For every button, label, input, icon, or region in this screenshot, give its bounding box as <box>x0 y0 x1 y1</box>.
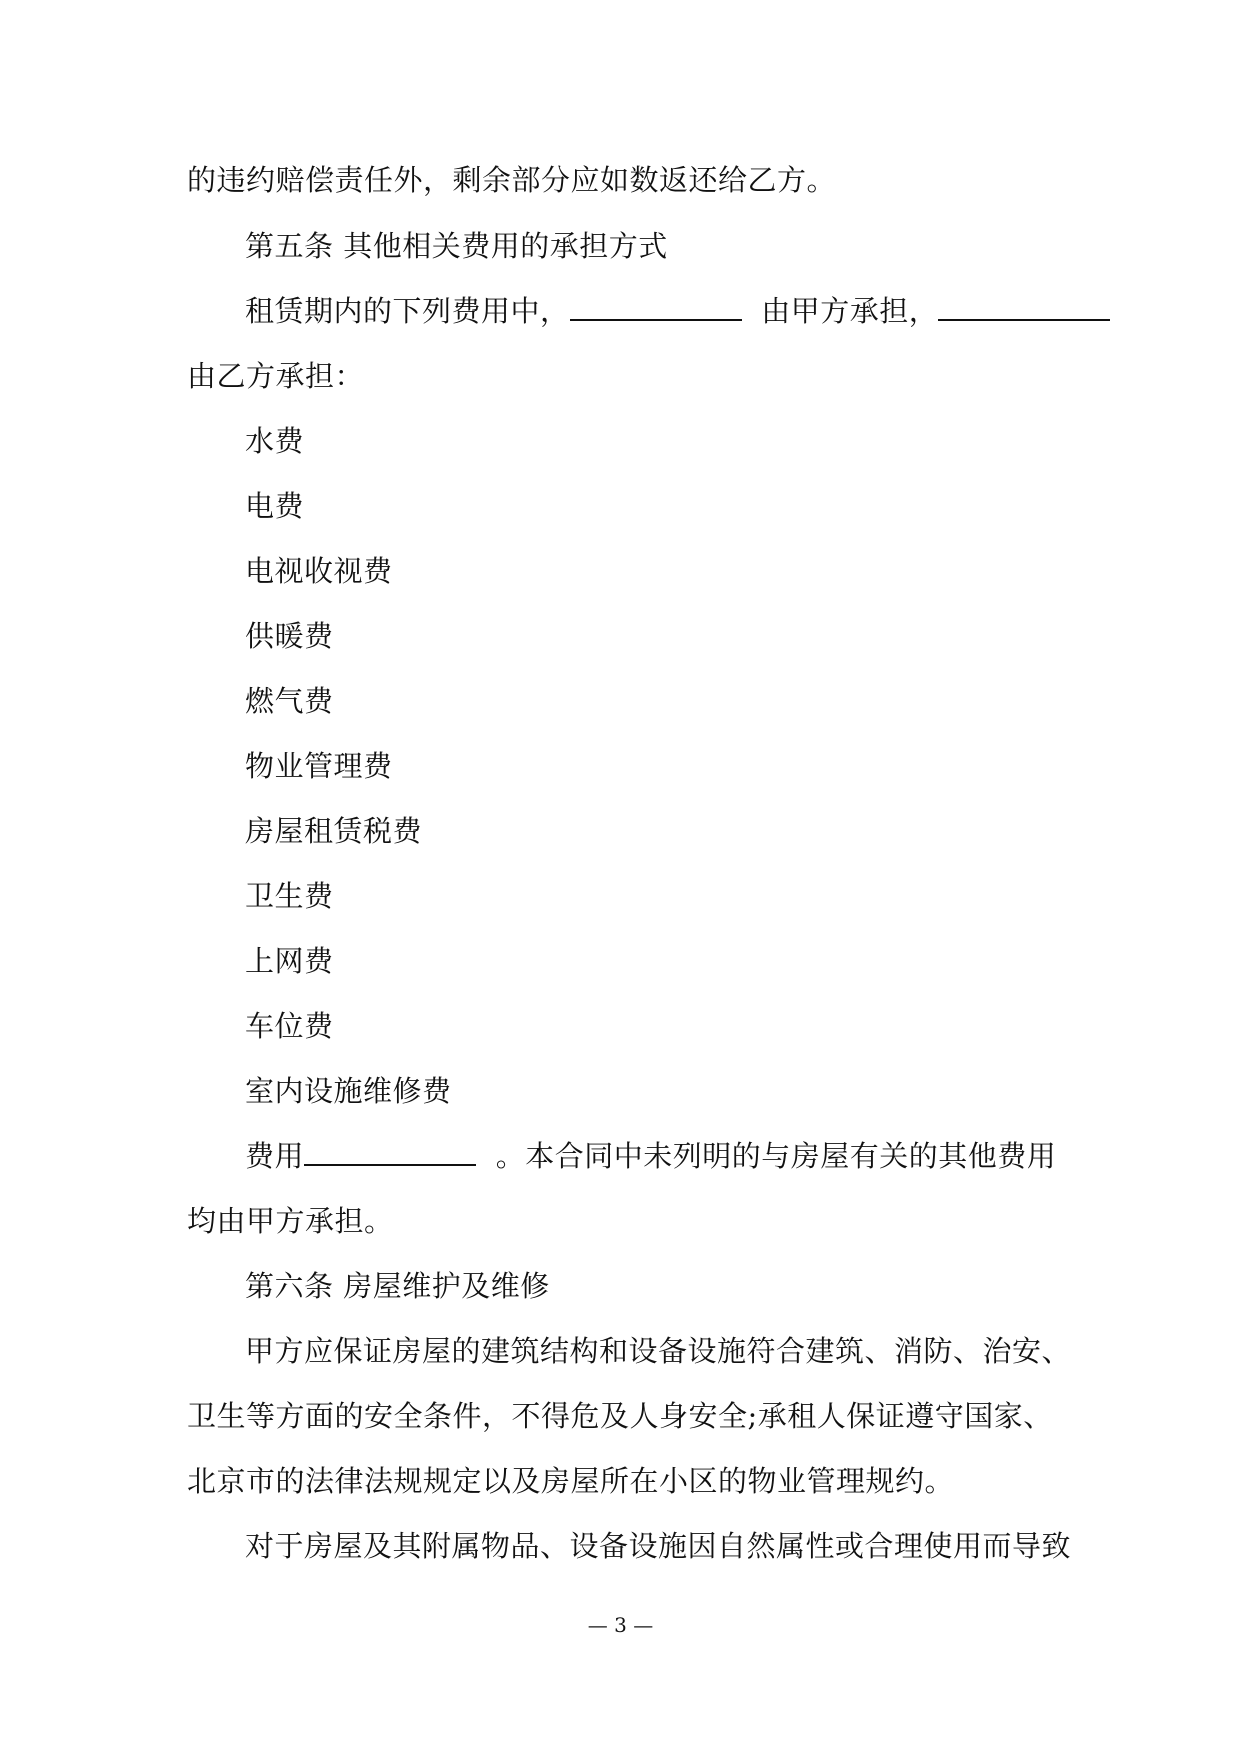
fee-item: 上网费 <box>245 944 334 978</box>
article-6-title: 第六条 房屋维护及维修 <box>245 1269 550 1303</box>
fee-intro-text: 租赁期内的下列费用中， <box>245 294 570 328</box>
fee-intro-text: 由甲方承担， <box>761 294 939 328</box>
blank-field-other-fees[interactable] <box>304 1138 476 1166</box>
paragraph-line: 甲方应保证房屋的建筑结构和设备设施符合建筑、消防、治安、 <box>245 1334 1072 1368</box>
fee-intro-line <box>245 291 1110 331</box>
fee-item: 室内设施维修费 <box>245 1074 452 1108</box>
blank-field-party-a-fees[interactable] <box>570 293 742 321</box>
fee-item: 房屋租赁税费 <box>245 814 423 848</box>
fee-item: 燃气费 <box>245 684 334 718</box>
blank-field-party-b-fees[interactable] <box>938 293 1110 321</box>
paragraph-line: 的违约赔偿责任外，剩余部分应如数返还给乙方。 <box>187 163 837 197</box>
fee-item: 卫生费 <box>245 879 334 913</box>
paragraph-line: 对于房屋及其附属物品、设备设施因自然属性或合理使用而导致 <box>245 1529 1072 1563</box>
fee-item: 水费 <box>245 424 305 458</box>
fee-intro-continuation: 由乙方承担： <box>187 359 365 393</box>
page-number: — 3 — <box>587 1613 654 1637</box>
article-5-title: 第五条 其他相关费用的承担方式 <box>245 229 668 263</box>
other-fee-continuation: 均由甲方承担。 <box>187 1204 394 1238</box>
fee-item: 电视收视费 <box>245 554 393 588</box>
fee-item: 供暖费 <box>245 619 334 653</box>
fee-item: 物业管理费 <box>245 749 393 783</box>
other-fee-text: 费用 <box>245 1139 305 1173</box>
paragraph-line: 北京市的法律法规规定以及房屋所在小区的物业管理规约。 <box>187 1464 955 1498</box>
paragraph-line: 卫生等方面的安全条件，不得危及人身安全;承租人保证遵守国家、 <box>187 1399 1053 1433</box>
fee-item: 车位费 <box>245 1009 334 1043</box>
other-fee-line <box>245 1136 1056 1176</box>
other-fee-text: 。本合同中未列明的与房屋有关的其他费用 <box>495 1139 1057 1173</box>
fee-item: 电费 <box>245 489 305 523</box>
